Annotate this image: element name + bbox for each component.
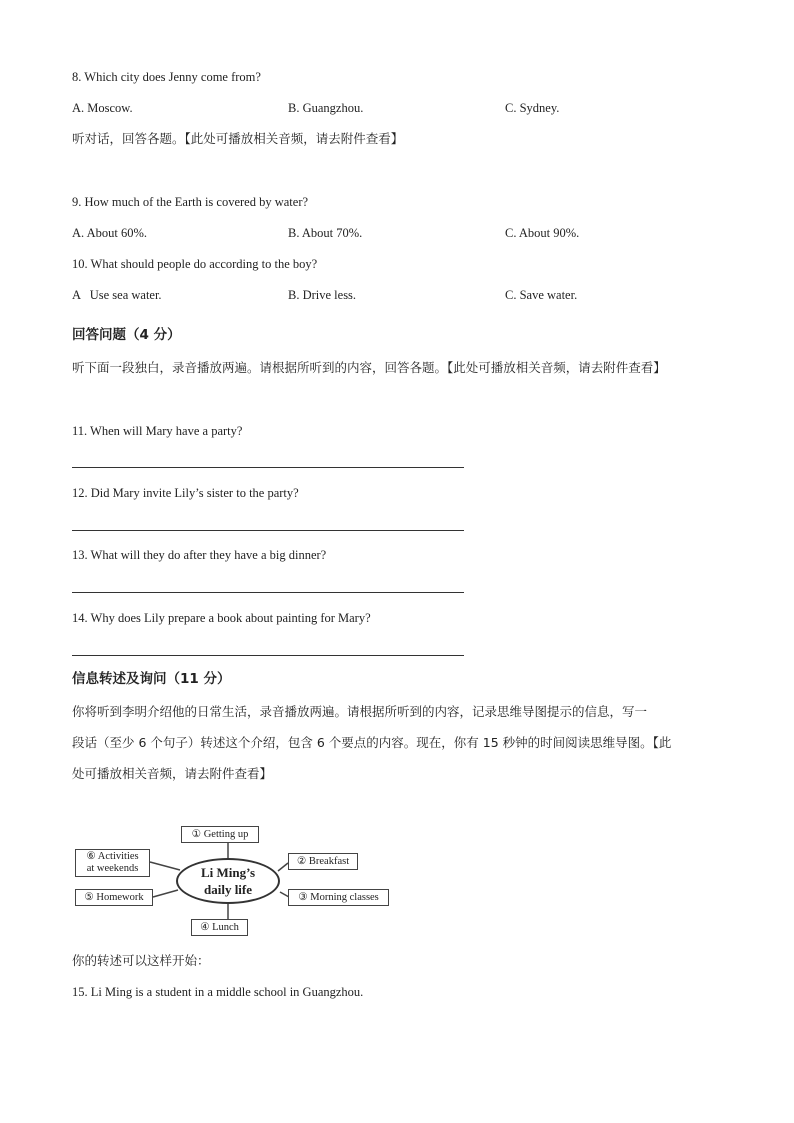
q8-question: 8. Which city does Jenny come from? xyxy=(72,70,261,84)
q10-question: 10. What should people do according to the boy? xyxy=(72,257,318,271)
q14-question: 14. Why does Lily prepare a book about painting for Mary? xyxy=(72,611,371,625)
q10-option-c: C. Save water. xyxy=(505,288,578,302)
q8-option-b: B. Guangzhou. xyxy=(288,101,364,115)
mindmap-node-morning-classes: ③ Morning classes xyxy=(288,889,389,906)
q9-question: 9. How much of the Earth is covered by water? xyxy=(72,195,309,209)
section3-instruction-line3: 处可播放相关音频，请去附件查看】 xyxy=(72,766,273,781)
mindmap-node-activities xyxy=(75,849,150,877)
q15-sentence: 15. Li Ming is a student in a middle school in Guangzhou. xyxy=(72,985,364,999)
q12-question: 12. Did Mary invite Lily’s sister to the party? xyxy=(72,486,299,500)
section3-instruction-line1: 你将听到李明介绍他的日常生活，录音播放两遍。请根据所听到的内容，记录思维导图提示的信息，写一 xyxy=(72,704,648,719)
section-title-info-retelling: 信息转述及询问（11 分） xyxy=(72,671,231,687)
listening-instruction: 听对话，回答各题。【此处可播放相关音频，请去附件查看】 xyxy=(72,131,404,146)
q9-option-b: B. About 70%. xyxy=(288,226,363,240)
section3-instruction-line2: 段话（至少 6 个句子）转述这个介绍，包含 6 个要点的内容。现在，你有 15 秒钟的时间阅读思维导图。【此 xyxy=(72,735,672,750)
mindmap-node-homework: ⑤ Homework xyxy=(75,889,153,906)
mindmap-node-getting-up: ① Getting up xyxy=(181,826,259,843)
mindmap-center-line1: Li Ming’s xyxy=(200,865,256,880)
q9-option-c: C. About 90%. xyxy=(505,226,580,240)
q10-option-b: B. Drive less. xyxy=(288,288,357,302)
q8-option-c: C. Sydney. xyxy=(505,101,560,115)
q10-option-a: A Use sea water. xyxy=(72,288,162,302)
mindmap-center-line2: daily life xyxy=(203,882,253,897)
section-title-answer-questions: 回答问题（4 分） xyxy=(72,327,181,343)
mindmap-node-activities-line1: ⑥ Activities xyxy=(86,851,139,862)
q9-option-a: A. About 60%. xyxy=(72,226,147,240)
q11-question: 11. When will Mary have a party? xyxy=(72,424,243,438)
mindmap-center xyxy=(176,858,280,904)
mindmap-node-activities-line2: at weekends xyxy=(86,863,139,874)
mindmap-node-breakfast: ② Breakfast xyxy=(288,853,358,870)
q8-option-a: A. Moscow. xyxy=(72,101,133,115)
section2-instruction: 听下面一段独白，录音播放两遍。请根据所听到的内容，回答各题。【此处可播放相关音频，请去附件查看】 xyxy=(72,360,666,375)
mindmap-node-lunch: ④ Lunch xyxy=(191,919,248,936)
retelling-start-prompt: 你的转述可以这样开始： xyxy=(72,953,210,968)
q13-question: 13. What will they do after they have a big dinner? xyxy=(72,548,327,562)
